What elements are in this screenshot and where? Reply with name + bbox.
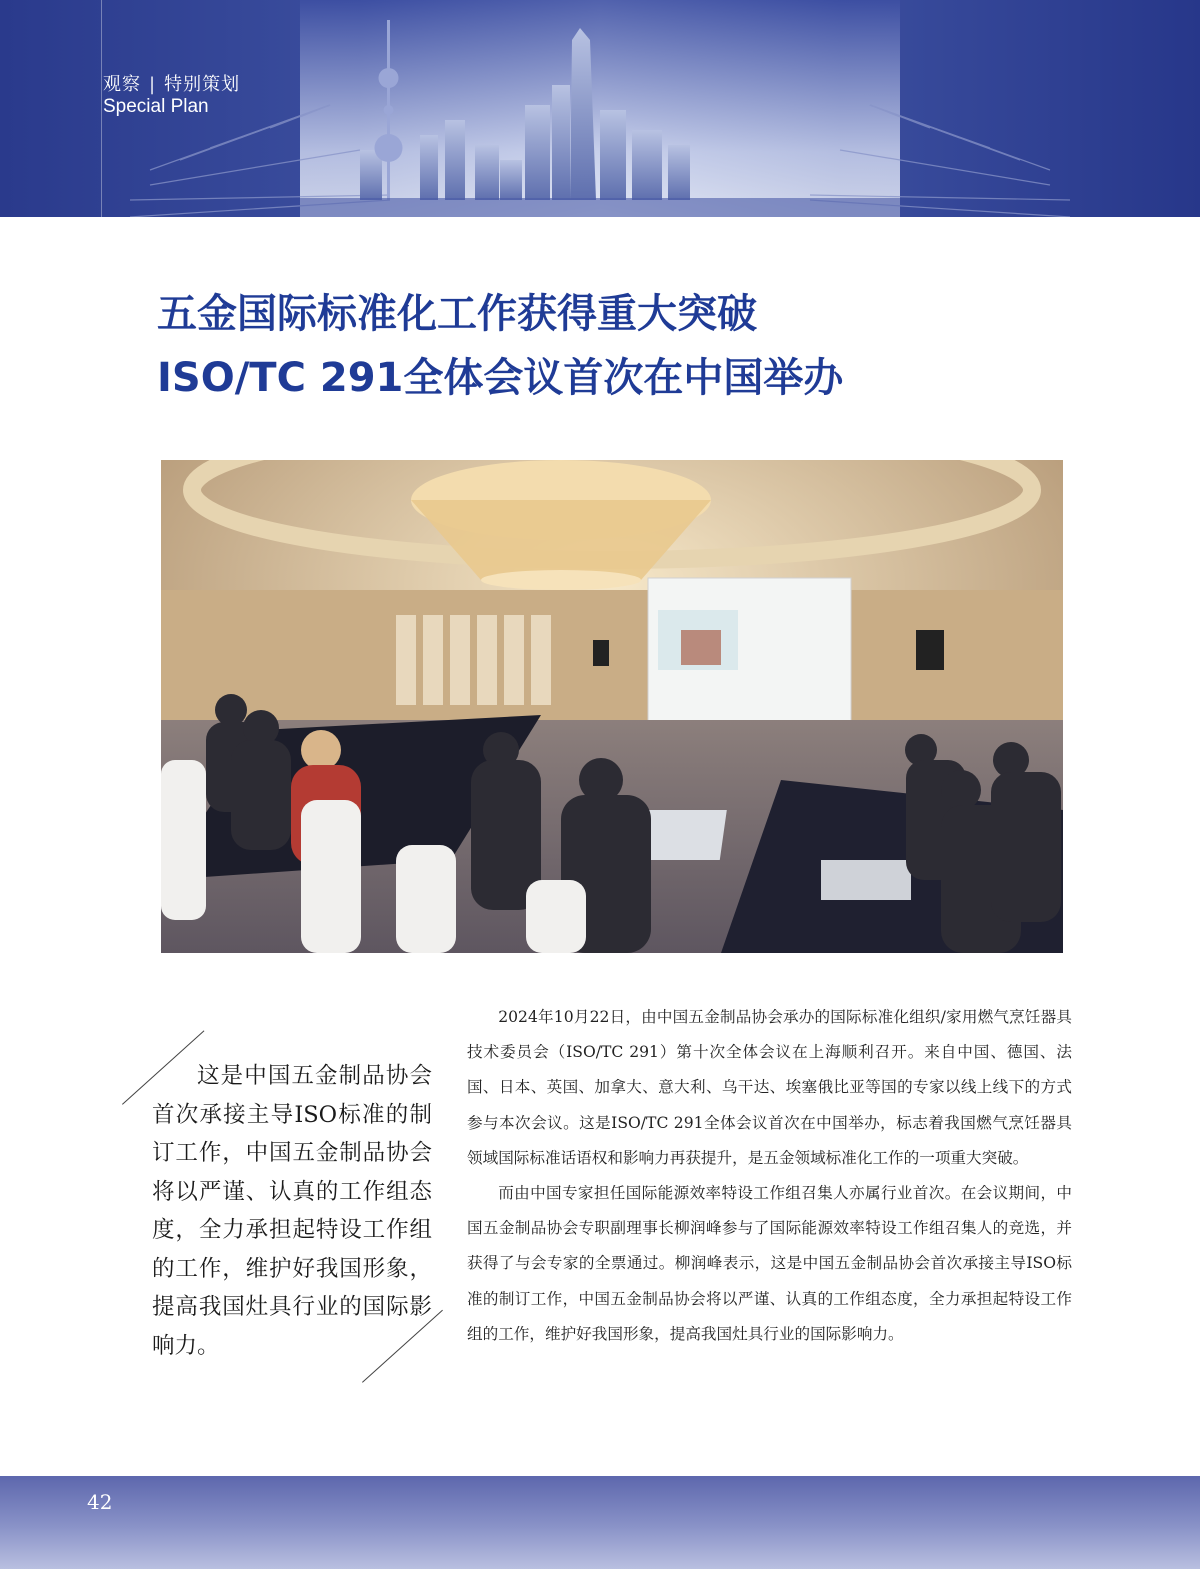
body-paragraph-1: 2024年10月22日，由中国五金制品协会承办的国际标准化组织/家用燃气烹饪器具技术委员会（ISO/TC 291）第十次全体会议在上海顺利召开。来自中国、德国、法国、日本、英国、加拿大、意大利、乌干达、埃塞俄比亚等国的专家以线上线下的方式参与本次会议。这是ISO/TC 291全体会议首次在中国举办，标志着我国燃气烹饪器具领域国际标准话语权和影响力再获提升，是五金领域标准化工作的一项重大突破。 bbox=[467, 1008, 1072, 1167]
pull-quote: 这是中国五金制品协会首次承接主导ISO标准的制订工作，中国五金制品协会将以严谨、认真的工作组态度，全力承担起特设工作组的工作，维护好我国形象，提高我国灶具行业的国际影响力。 bbox=[152, 1063, 432, 1359]
article-title bbox=[157, 282, 1117, 410]
body-paragraph-2: 而由中国专家担任国际能源效率特设工作组召集人亦属行业首次。在会议期间，中国五金制品协会专职副理事长柳润峰参与了国际能源效率特设工作组召集人的竞选，并获得了与会专家的全票通过。柳润峰表示，这是中国五金制品协会首次承接主导ISO标准的制订工作，中国五金制品协会将以严谨、认真的工作组态度，全力承担起特设工作组的工作，维护好我国形象，提高我国灶具行业的国际影响力。 bbox=[467, 1184, 1072, 1343]
article-body bbox=[467, 1000, 1072, 1352]
section-separator: | bbox=[149, 74, 157, 95]
section-label-sub: 特别策划 bbox=[164, 74, 241, 95]
title-line-1: 五金国际标准化工作获得重大突破 bbox=[157, 291, 757, 337]
header-banner bbox=[0, 0, 1200, 217]
page-footer bbox=[0, 1476, 1200, 1569]
title-line-2: ISO/TC 291全体会议首次在中国举办 bbox=[157, 355, 844, 401]
section-label bbox=[103, 70, 240, 96]
section-label-main: 观察 bbox=[103, 74, 141, 95]
meeting-room-illustration bbox=[161, 460, 1063, 953]
section-label-english: Special Plan bbox=[103, 96, 209, 117]
banner-divider bbox=[101, 0, 102, 217]
page-number: 42 bbox=[87, 1490, 113, 1514]
meeting-photo bbox=[161, 460, 1063, 953]
